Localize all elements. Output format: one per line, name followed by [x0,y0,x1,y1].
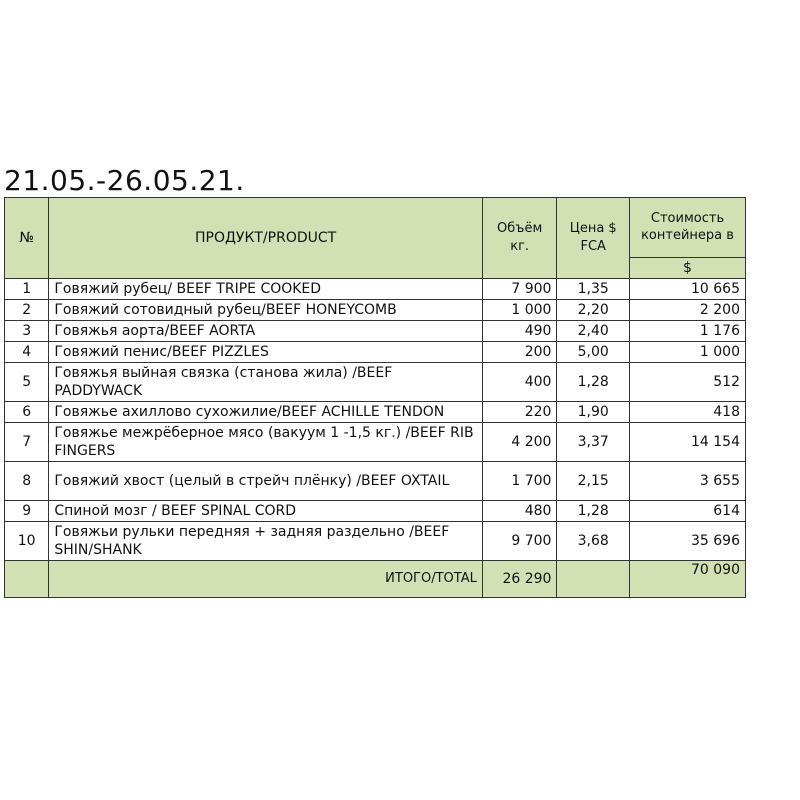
row-cost: 14 154 [630,423,746,462]
total-price-cell [557,561,630,598]
row-volume: 9 700 [482,522,557,561]
row-num: 5 [5,363,49,402]
row-cost: 1 176 [630,321,746,342]
total-volume: 26 290 [482,561,557,598]
row-product: Спиной мозг / BEEF SPINAL CORD [49,501,483,522]
row-volume: 220 [482,402,557,423]
table-row [5,423,746,462]
row-product: Говяжий пенис/BEEF PIZZLES [49,342,483,363]
total-label: ИТОГО/TOTAL [49,561,483,598]
date-range: 21.05.-26.05.21. [4,164,245,197]
row-price: 1,90 [557,402,630,423]
header-volume: Объём кг. [482,198,557,279]
row-volume: 490 [482,321,557,342]
row-product: Говяжья аорта/BEEF AORTA [49,321,483,342]
row-price: 1,28 [557,501,630,522]
row-num: 1 [5,279,49,300]
total-num-cell [5,561,49,598]
row-num: 6 [5,402,49,423]
row-cost: 512 [630,363,746,402]
row-product: Говяжий хвост (целый в стрейч плёнку) /BEEF OXTAIL [49,462,483,501]
row-volume: 4 200 [482,423,557,462]
row-num: 7 [5,423,49,462]
row-volume: 200 [482,342,557,363]
row-cost: 418 [630,402,746,423]
row-price: 2,15 [557,462,630,501]
header-row [5,198,746,258]
header-price: Цена $ FCA [557,198,630,279]
header-num: № [5,198,49,279]
row-cost: 614 [630,501,746,522]
row-price: 2,40 [557,321,630,342]
table-row [5,363,746,402]
row-product: Говяжий рубец/ BEEF TRIPE COOKED [49,279,483,300]
row-num: 8 [5,462,49,501]
row-cost: 35 696 [630,522,746,561]
row-volume: 7 900 [482,279,557,300]
row-cost: 3 655 [630,462,746,501]
row-price: 3,68 [557,522,630,561]
row-product: Говяжье межрёберное мясо (вакуум 1 -1,5 кг.) /BEEF RIB FINGERS [49,423,483,462]
row-product: Говяжье ахиллово сухожилие/BEEF ACHILLE TENDON [49,402,483,423]
row-price: 3,37 [557,423,630,462]
table-row [5,501,746,522]
row-cost: 2 200 [630,300,746,321]
row-volume: 400 [482,363,557,402]
price-table [4,197,746,598]
row-num: 4 [5,342,49,363]
table-row [5,342,746,363]
table-row [5,462,746,501]
row-product: Говяжья выйная связка (станова жила) /BEEF PADDYWACK [49,363,483,402]
row-volume: 480 [482,501,557,522]
header-product: ПРОДУКТ/PRODUCT [49,198,483,279]
total-cost: 70 090 [630,561,746,598]
row-price: 2,20 [557,300,630,321]
row-price: 1,35 [557,279,630,300]
table-row [5,300,746,321]
row-product: Говяжий сотовидный рубец/BEEF HONEYCOMB [49,300,483,321]
row-num: 3 [5,321,49,342]
table-row [5,279,746,300]
row-num: 10 [5,522,49,561]
row-volume: 1 700 [482,462,557,501]
row-price: 1,28 [557,363,630,402]
row-product: Говяжьи рульки передняя + задняя раздельно /BEEF SHIN/SHANK [49,522,483,561]
row-cost: 1 000 [630,342,746,363]
row-num: 9 [5,501,49,522]
table-row [5,522,746,561]
row-num: 2 [5,300,49,321]
row-cost: 10 665 [630,279,746,300]
row-price: 5,00 [557,342,630,363]
total-row [5,561,746,598]
table-row [5,321,746,342]
header-cost-unit: $ [630,257,746,278]
row-volume: 1 000 [482,300,557,321]
table-row [5,402,746,423]
header-cost: Стоимость контейнера в [630,198,746,258]
